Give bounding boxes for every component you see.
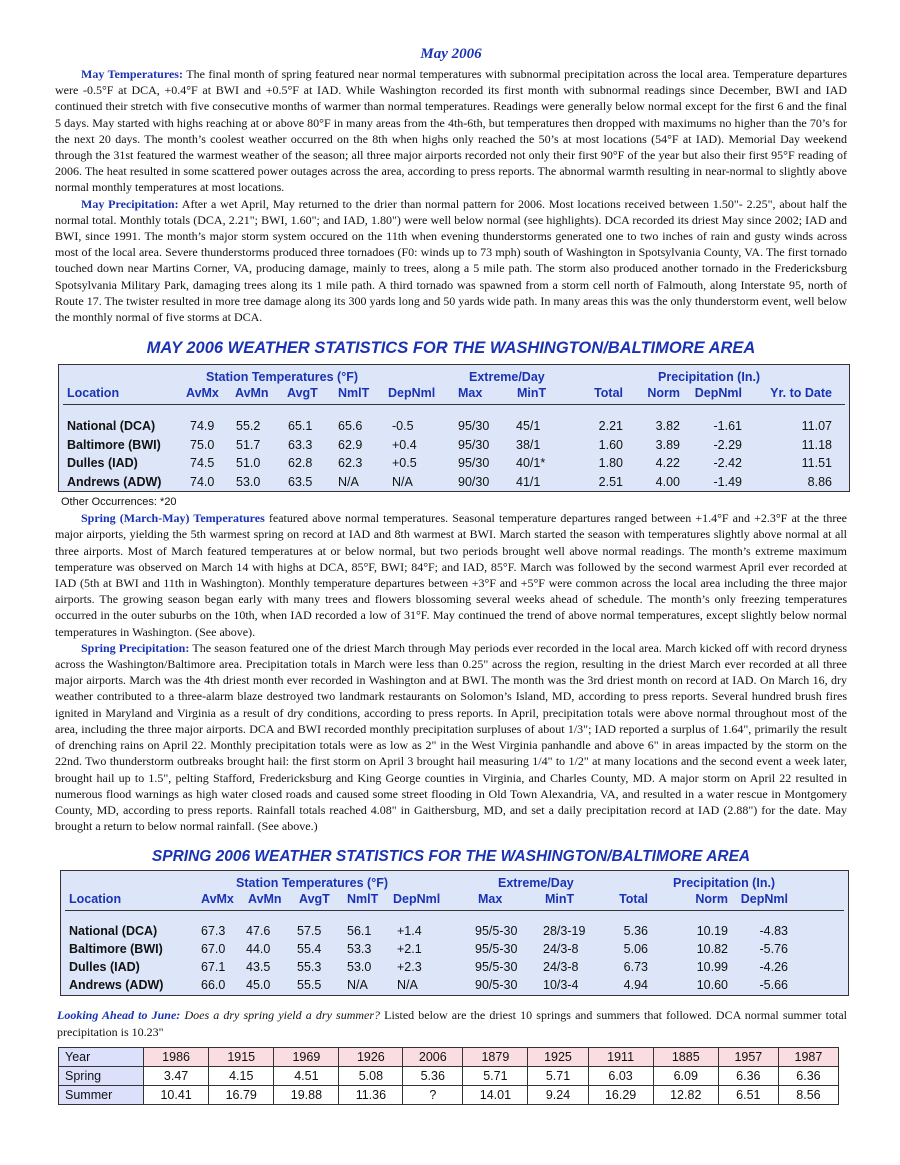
table-cell: 38/1 [516, 437, 541, 452]
table-cell: 6.36 [718, 1066, 778, 1085]
table-cell: 1957 [718, 1047, 778, 1066]
spring-col-header: AvMn [248, 892, 282, 907]
table-cell: 53.3 [347, 942, 372, 957]
spring-col-header: MinT [545, 892, 575, 907]
table-cell: 95/30 [458, 456, 490, 471]
table-cell: -1.49 [713, 474, 742, 489]
table-cell: ? [403, 1085, 463, 1104]
may-stats-title: MAY 2006 WEATHER STATISTICS FOR THE WASHINGTON/BALTIMORE AREA [146, 339, 756, 358]
table-cell: 12.82 [653, 1085, 718, 1104]
table-cell: 67.1 [201, 959, 226, 974]
table-cell: 19.88 [274, 1085, 339, 1104]
spring-precipitation-text: The season featured one of the driest March through May periods ever recorded in the local area. March kicked off with record dryness across the Washington/Baltimore area. Precipitation totals in March were less than 0.25" across the region, resulting in the driest March ever recorded at all three major airports. March was the 4th driest month ever recorded in Washington and at BWI. The month was the 3rd driest month on record at IAD. On March 16, dry weather contributed to a three-alarm blaze destroyed two landmark restaurants on Solomon’s Island, MD, according to press reports. Several hundred brush fires ignited in Maryland and Virginia as a result of dry conditions, according to press reports. In April, precipitation totals were above normal throughout most of the area, including the three major airports. DCA and BWI recorded monthly precipitation surpluses of about 1/3"; IAD reported a surplus of 1.64", primarily the result of drenching rains on April 22. Monthly precipitation totals were as low as 2" in the West Virginia panhandle and above 6" in areas impacted by the storm on the 22nd. Two thunderstorm outbreaks brought hail: the first storm on April 3 brought hail measuring 1/4" to 1/2" at many locations and the second event a week later, brought hail up to 1.5", pelting Stafford, Fredericksburg and King George counties in Virginia, and Charles County, MD. A major storm on April 22 resulted in numerous flood warnings as high water closed roads and caused some street flooding in Old Town Alexandria, VA, and resulted in a water rescue in Montgomery County, MD, according to press reports. Rainfall totals reached 4.08" in Gaithersburg, MD, and set a daily precipitation record at IAD (2.88") for the date. May brought a return to below normal rainfall. (See above.) [55, 640, 847, 834]
spring-temperatures-text: featured above normal temperatures. Seasonal temperature departures ranged between +1.4°F and +2.3°F at the three major airports, yielding the 5th warmest spring on record at IAD and 8th warmest at BWI. March started the season with temperatures slightly above normal at all three airports. Most of March featured temperatures at or below normal, but two periods brought well above normal readings. The month’s extreme maximum temperature was observed on March 14 with highs at DCA, 85°F, BWI; 84°F; and IAD, 85°F. March was followed by the second warmest April ever recorded at IAD (5th at BWI and 11th in Washington). Monthly temperature departures between +3°F and +5°F were common across the local area including the three major airports. The growing season began early with many trees and flowers blossoming several weeks ahead of schedule. The month’s only freezing temperatures occurred in the outer suburbs on the 10th, when IAD recorded a low of 31°F. May continued the trend of above normal temperatures, except slightly below normal temperatures in Washington. (See above). [55, 511, 847, 639]
spring-col-header: AvgT [299, 892, 330, 907]
may-table-row [59, 438, 849, 454]
dry-springs-table [58, 1047, 839, 1105]
table-cell: 10.60 [696, 977, 728, 992]
looking-ahead-question: Does a dry spring yield a dry summer? [180, 1008, 381, 1023]
table-cell: +1.4 [397, 924, 422, 939]
table-cell: 4.00 [655, 474, 680, 489]
table-cell: 1885 [653, 1047, 718, 1066]
table-cell: 74.0 [190, 474, 215, 489]
dry-springs-row [59, 1066, 839, 1085]
extreme-day-group: Extreme/Day [469, 370, 545, 385]
table-cell: 11.51 [801, 456, 832, 471]
spring-col-header: Total [619, 892, 648, 907]
table-cell: 5.71 [463, 1066, 528, 1085]
table-cell: 14.01 [463, 1085, 528, 1104]
table-cell: 8.86 [807, 474, 832, 489]
table-cell: 16.29 [588, 1085, 653, 1104]
precipitation-group: Precipitation (In.) [673, 876, 776, 891]
table-cell: 1987 [778, 1047, 838, 1066]
table-cell: 5.71 [528, 1066, 588, 1085]
spring-precipitation-paragraph [55, 640, 847, 834]
spring-precipitation-lead: Spring Precipitation: [81, 640, 190, 655]
table-cell: 16.79 [209, 1085, 274, 1104]
table-cell: 51.7 [236, 437, 261, 452]
table-cell: 5.36 [623, 924, 648, 939]
may-precipitation-text: After a wet April, May returned to the drier than normal pattern for 2006. Most locations received between 1.50"- 2.25", about half the normal total. Monthly totals (DCA, 2.21"; BWI, 1.60"; and IAD, 1.80") were well below normal (see highlights). DCA recorded its driest May since 2002; IAD and BWI, since 1991. The month’s major storm system occured on the 11th when evening thunderstorms generated one to two inches of rain and gusty winds across most of the local area. Severe thunderstorms produced three tornadoes (F0: winds up to 73 mph) south of Washington in Spotsylvania County, VA. The first tornado touched down near Martins Corner, VA, producing damage, mainly to trees, along a 5 mile path. The storm also produced another tornado in the Fredericksburg Spotsylvania Military Park, damaging trees along its 1 mile path. A third tornado was spawned from a storm cell north of Falmouth, along Interstate 95, north of Route 17. The twister resulted in more tree damage along its 300 yards long and 50 yards wide path. In many areas this was the only thunderstorm event, well below the monthly normal of five storms at DCA. [55, 196, 847, 325]
table-cell: +0.5 [392, 456, 417, 471]
may-col-header: Norm [647, 386, 680, 401]
table-cell: 24/3-8 [543, 942, 579, 957]
table-cell: -2.29 [713, 437, 742, 452]
table-cell: 6.51 [718, 1085, 778, 1104]
table-cell: 9.24 [528, 1085, 588, 1104]
table-cell: N/A [397, 977, 418, 992]
table-cell: N/A [392, 474, 413, 489]
spring-table-row [61, 924, 848, 940]
spring-table-row [61, 978, 848, 994]
table-cell: 11.18 [801, 437, 832, 452]
table-cell: 6.36 [778, 1066, 838, 1085]
spring-col-header: Location [69, 892, 122, 907]
table-cell: 1915 [209, 1047, 274, 1066]
table-cell: 55.2 [236, 419, 261, 434]
table-cell: 90/30 [458, 474, 490, 489]
table-cell: 1.80 [598, 456, 623, 471]
table-cell: 6.03 [588, 1066, 653, 1085]
table-cell: 53.0 [347, 959, 372, 974]
table-cell: 6.73 [623, 959, 648, 974]
may-table-row [59, 456, 849, 472]
station-temperatures-group: Station Temperatures (°F) [236, 876, 389, 891]
table-cell: 62.9 [338, 437, 363, 452]
table-cell: 3.47 [144, 1066, 209, 1085]
table-cell: 1926 [339, 1047, 403, 1066]
spring-col-header: Norm [695, 892, 728, 907]
row-label: Summer [59, 1085, 144, 1104]
table-cell: 95/30 [458, 419, 490, 434]
table-cell: 62.3 [338, 456, 363, 471]
spring-table-row [61, 960, 848, 976]
table-cell: 63.5 [288, 474, 313, 489]
may-col-header: DepNml [388, 386, 436, 401]
row-label: Spring [59, 1066, 144, 1085]
spring-stats-table [60, 870, 849, 996]
may-precipitation-lead: May Precipitation: [81, 196, 179, 211]
table-cell: 3.82 [655, 419, 680, 434]
other-occurrences: Other Occurrences: *20 [61, 496, 177, 509]
may-precipitation-paragraph [55, 196, 847, 326]
spring-column-headers [61, 892, 848, 908]
table-cell: 95/5-30 [475, 959, 518, 974]
table-cell: 45/1 [516, 419, 541, 434]
table-cell: 10.99 [696, 959, 728, 974]
table-cell: 47.6 [246, 924, 271, 939]
table-cell: +2.3 [397, 959, 422, 974]
may-temperatures-paragraph [55, 66, 847, 196]
table-cell: +0.4 [392, 437, 417, 452]
table-cell: 1879 [463, 1047, 528, 1066]
may-table-row [59, 419, 849, 435]
spring-col-header: Max [478, 892, 503, 907]
may-col-header: NmlT [338, 386, 370, 401]
table-cell: -1.61 [713, 419, 742, 434]
looking-ahead-lead: Looking Ahead to June: [57, 1008, 181, 1023]
table-cell: 43.5 [246, 959, 271, 974]
may-col-header: Total [594, 386, 623, 401]
table-cell: 41/1 [516, 474, 541, 489]
may-col-header: Max [458, 386, 483, 401]
table-cell: -5.76 [759, 942, 788, 957]
looking-ahead-paragraph [55, 1007, 847, 1039]
table-cell: 1969 [274, 1047, 339, 1066]
table-cell: -5.66 [759, 977, 788, 992]
spring-temperatures-paragraph [55, 510, 847, 640]
table-cell: 95/5-30 [475, 942, 518, 957]
station-name: Baltimore (BWI) [69, 942, 163, 957]
table-cell: 1986 [144, 1047, 209, 1066]
table-cell: 10.41 [144, 1085, 209, 1104]
station-name: National (DCA) [67, 419, 156, 434]
table-cell: 4.22 [655, 456, 680, 471]
dry-springs-row [59, 1047, 839, 1066]
table-cell: -4.83 [759, 924, 788, 939]
may-temperatures-lead: May Temperatures: [81, 67, 183, 81]
station-name: Baltimore (BWI) [67, 437, 161, 452]
station-name: Andrews (ADW) [67, 474, 162, 489]
may-column-headers [59, 386, 849, 402]
table-cell: +2.1 [397, 942, 422, 957]
extreme-day-group: Extreme/Day [498, 876, 574, 891]
table-cell: 1.60 [598, 437, 623, 452]
table-cell: 95/5-30 [475, 924, 518, 939]
page [55, 0, 847, 1105]
table-cell: -0.5 [392, 419, 414, 434]
table-cell: 6.09 [653, 1066, 718, 1085]
may-col-header: MinT [517, 386, 547, 401]
table-cell: 55.3 [297, 959, 322, 974]
station-name: National (DCA) [69, 924, 158, 939]
table-cell: 67.3 [201, 924, 226, 939]
table-cell: 2006 [403, 1047, 463, 1066]
table-cell: 2.21 [598, 419, 623, 434]
table-cell: 55.4 [297, 942, 322, 957]
looking-ahead-text: Listed below are the driest 10 springs and summers that followed. DCA normal summer total precipitation is 10.23" [57, 1008, 847, 1039]
table-cell: 10/3-4 [543, 977, 579, 992]
station-name: Andrews (ADW) [69, 977, 164, 992]
table-cell: -4.26 [759, 959, 788, 974]
table-cell: 11.07 [801, 419, 832, 434]
may-col-header: Yr. to Date [770, 386, 832, 401]
may-col-header: AvMx [186, 386, 219, 401]
spring-header-rule [65, 910, 844, 911]
spring-col-header: DepNml [393, 892, 441, 907]
spring-col-header: AvMx [201, 892, 234, 907]
table-cell: 1911 [588, 1047, 653, 1066]
dry-springs-row [59, 1085, 839, 1104]
may-col-header: AvMn [235, 386, 269, 401]
table-cell: 1925 [528, 1047, 588, 1066]
table-cell: 45.0 [246, 977, 271, 992]
may-temperatures-text: The final month of spring featured near normal temperatures with subnormal precipitation across the local area. Temperature departures were -0.5°F at DCA, +0.4°F at BWI and +0.5°F at IAD. While Washington recorded its first month with subnormal readings since December, BWI and IAD continued their stretch with five consecutive months of warmer than normal temperatures. Readings were generally below normal except for the first 6 and the final 5 days. May started with highs reaching at or above 80°F in many areas from the 4th-6th, but temperatures then dropped with maximums no higher than the 70’s for the next 20 days. The month’s coolest weather occurred on the 8th when highs only reached the 50’s at most locations (54°F at IAD). Memorial Day weekend through the 31st featured the warmest weather of the season; all three major airports recorded not only their first 90°F of the year but also their first 95°F reading of 2006. The heat resulted in some scattered power outages across the area, according to press reports. The abnormal warmth resulting in near-normal to slightly above normal monthly temperatures at most locations. [55, 67, 847, 195]
may-col-header: DepNml [694, 386, 742, 401]
table-cell: 8.56 [778, 1085, 838, 1104]
table-cell: 74.9 [190, 419, 215, 434]
table-cell: 10.19 [696, 924, 728, 939]
table-cell: 74.5 [190, 456, 215, 471]
table-cell: 4.15 [209, 1066, 274, 1085]
station-name: Dulles (IAD) [69, 959, 140, 974]
month-title: May 2006 [420, 46, 482, 62]
table-cell: 10.82 [696, 942, 728, 957]
may-stats-table [58, 364, 850, 492]
table-cell: 55.5 [297, 977, 322, 992]
table-cell: 62.8 [288, 456, 313, 471]
table-cell: 11.36 [339, 1085, 403, 1104]
table-cell: 63.3 [288, 437, 313, 452]
table-cell: 56.1 [347, 924, 372, 939]
table-cell: 67.0 [201, 942, 226, 957]
table-cell: 4.51 [274, 1066, 339, 1085]
table-cell: 2.51 [598, 474, 623, 489]
spring-col-header: NmlT [347, 892, 379, 907]
table-cell: 24/3-8 [543, 959, 579, 974]
table-cell: 75.0 [190, 437, 215, 452]
spring-table-row [61, 942, 848, 958]
table-cell: -2.42 [713, 456, 742, 471]
may-table-row [59, 475, 849, 491]
table-cell: 57.5 [297, 924, 322, 939]
table-cell: 40/1* [516, 456, 546, 471]
table-cell: 5.08 [339, 1066, 403, 1085]
spring-col-header: DepNml [740, 892, 788, 907]
table-cell: 90/5-30 [475, 977, 518, 992]
table-cell: 95/30 [458, 437, 490, 452]
table-cell: N/A [347, 977, 368, 992]
precipitation-group: Precipitation (In.) [658, 370, 761, 385]
may-header-rule [63, 404, 845, 405]
station-temperatures-group: Station Temperatures (°F) [206, 370, 359, 385]
table-cell: 5.36 [403, 1066, 463, 1085]
table-cell: N/A [338, 474, 359, 489]
table-cell: 65.6 [338, 419, 363, 434]
table-cell: 44.0 [246, 942, 271, 957]
table-cell: 51.0 [236, 456, 261, 471]
spring-temperatures-lead: Spring (March-May) Temperatures [81, 511, 265, 526]
table-cell: 65.1 [288, 419, 313, 434]
table-cell: 53.0 [236, 474, 261, 489]
station-name: Dulles (IAD) [67, 456, 138, 471]
table-cell: 4.94 [623, 977, 648, 992]
table-cell: 5.06 [623, 942, 648, 957]
may-col-header: Location [67, 386, 120, 401]
spring-stats-title: SPRING 2006 WEATHER STATISTICS FOR THE WASHINGTON/BALTIMORE AREA [151, 848, 751, 866]
row-label: Year [59, 1047, 144, 1066]
table-cell: 28/3-19 [543, 924, 586, 939]
may-col-header: AvgT [287, 386, 318, 401]
table-cell: 3.89 [655, 437, 680, 452]
table-cell: 66.0 [201, 977, 226, 992]
